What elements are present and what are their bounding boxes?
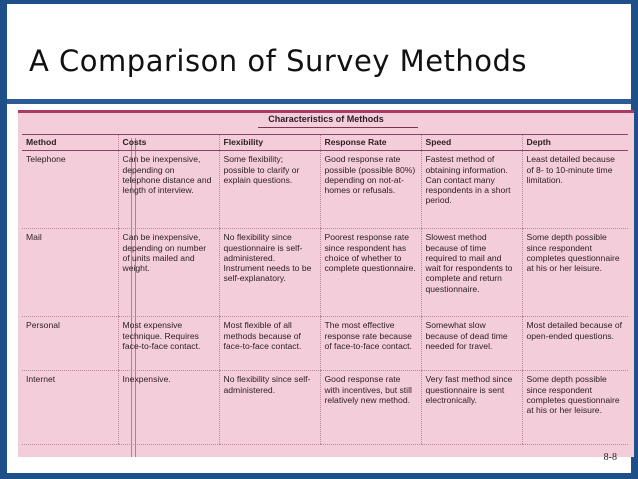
methods-table (22, 134, 628, 445)
caption-underline (258, 127, 418, 128)
cell-flexibility: No flexibility since self-administered. (219, 371, 320, 445)
cell-method: Mail (22, 229, 118, 317)
table-header-row (22, 135, 628, 151)
cell-flexibility: Some flexibility; possible to clarify or explain questions. (219, 151, 320, 229)
cell-method: Telephone (22, 151, 118, 229)
cell-costs: Can be inexpensive, depending on number of units mailed and weight. (118, 229, 219, 317)
cell-speed: Fastest method of obtaining information. Can contact many respondents in a short period. (421, 151, 522, 229)
slide (7, 4, 631, 473)
cell-response-rate: The most effective response rate because of face-to-face contact. (320, 317, 421, 371)
header-flexibility: Flexibility (219, 135, 320, 151)
header-method: Method (22, 135, 118, 151)
slide-title: A Comparison of Survey Methods (29, 44, 528, 78)
cell-depth: Most detailed because of open-ended questions. (522, 317, 628, 371)
header-response-rate: Response Rate (320, 135, 421, 151)
cell-response-rate: Good response rate possible (possible 80%) depending on not-at-homes or refusals. (320, 151, 421, 229)
table-row (22, 371, 628, 445)
cell-depth: Some depth possible since respondent completes questionnaire at his or her leisure. (522, 371, 628, 445)
slide-number: 8-8 (603, 452, 617, 463)
table-row (22, 229, 628, 317)
header-speed: Speed (421, 135, 522, 151)
table-row (22, 317, 628, 371)
table-row (22, 151, 628, 229)
cell-response-rate: Poorest response rate since respondent has choice of whether to complete questionnaire. (320, 229, 421, 317)
cell-costs: Can be inexpensive, depending on telephone distance and length of interview. (118, 151, 219, 229)
cell-speed: Very fast method since questionnaire is sent electronically. (421, 371, 522, 445)
title-divider (7, 99, 631, 104)
header-costs: Costs (118, 135, 219, 151)
methods-table-panel (18, 110, 634, 457)
cell-costs: Inexpensive. (118, 371, 219, 445)
cell-depth: Least detailed because of 8- to 10-minute time limitation. (522, 151, 628, 229)
cell-flexibility: Most flexible of all methods because of face-to-face contact. (219, 317, 320, 371)
cell-speed: Somewhat slow because of dead time needed for travel. (421, 317, 522, 371)
cell-flexibility: No flexibility since questionnaire is self-administered. Instrument needs to be self-explanatory. (219, 229, 320, 317)
cell-method: Personal (22, 317, 118, 371)
cell-depth: Some depth possible since respondent completes questionnaire at his or her leisure. (522, 229, 628, 317)
cell-method: Internet (22, 371, 118, 445)
table-top-rule (18, 110, 634, 113)
table-caption: Characteristics of Methods (268, 114, 384, 124)
cell-response-rate: Good response rate with incentives, but still relatively new method. (320, 371, 421, 445)
header-depth: Depth (522, 135, 628, 151)
cell-speed: Slowest method because of time required to mail and wait for respondents to complete and return questionnaire. (421, 229, 522, 317)
cell-costs: Most expensive technique. Requires face-to-face contact. (118, 317, 219, 371)
